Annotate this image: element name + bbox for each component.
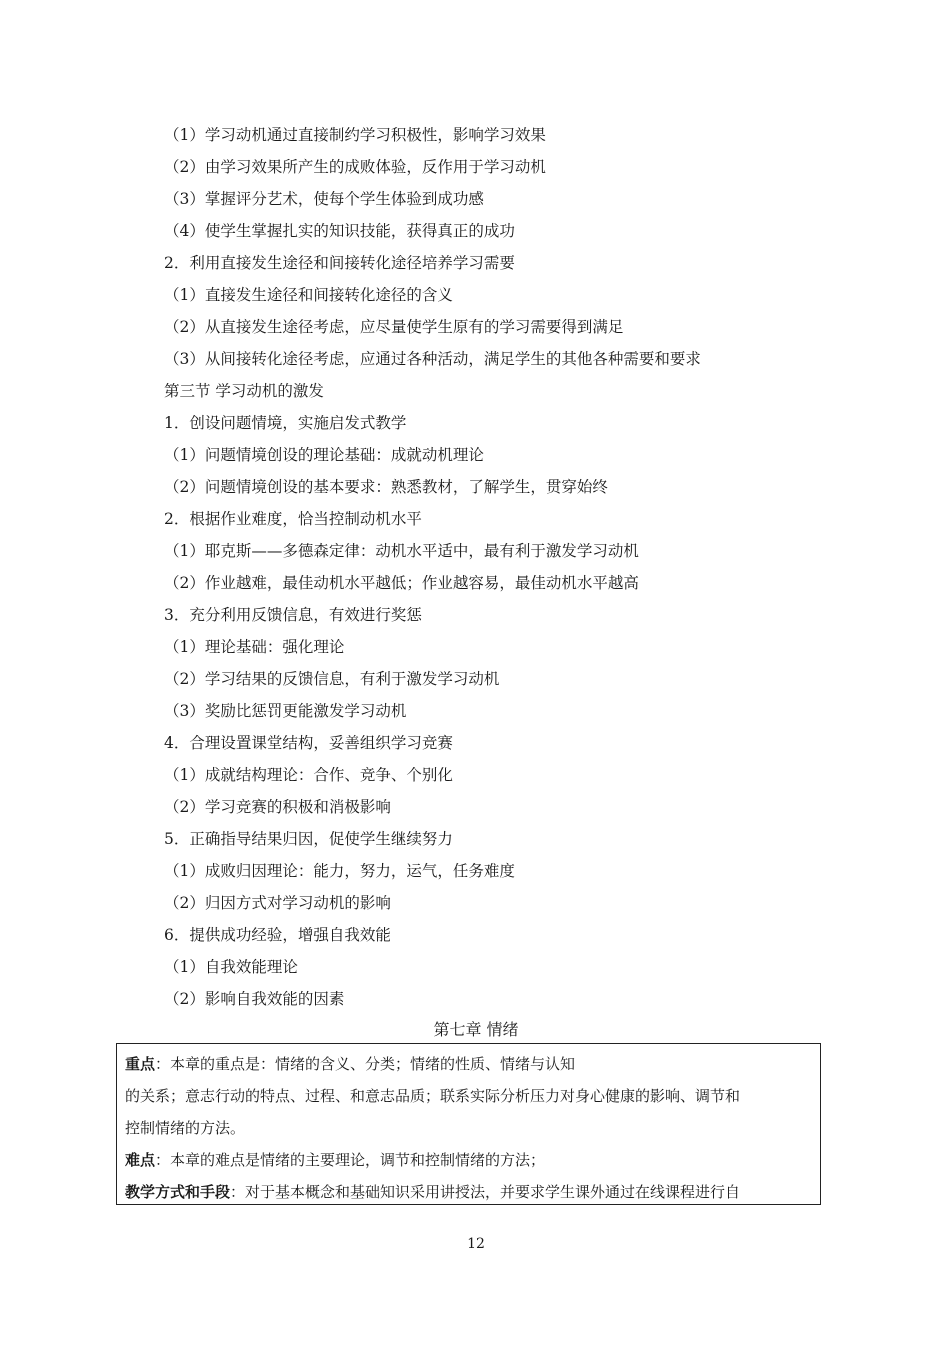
section-heading: 3．充分利用反馈信息，有效进行奖惩 (164, 606, 422, 624)
body-line: （3）从间接转化途径考虑，应通过各种活动，满足学生的其他各种需要和要求 (164, 350, 701, 368)
method-label: 教学方式和手段 (125, 1183, 231, 1201)
body-line: （2）作业越难，最佳动机水平越低；作业越容易，最佳动机水平越高 (164, 574, 639, 592)
body-line: （1）理论基础：强化理论 (164, 638, 345, 656)
body-line: （1）成就结构理论：合作、竞争、个别化 (164, 766, 453, 784)
body-line: （2）影响自我效能的因素 (164, 990, 345, 1008)
body-line: （1）学习动机通过直接制约学习积极性，影响学习效果 (164, 126, 546, 144)
body-line: （2）学习竞赛的积极和消极影响 (164, 798, 391, 816)
body-line: （1）耶克斯——多德森定律：动机水平适中，最有利于激发学习动机 (164, 542, 639, 560)
difficulty-line (125, 1150, 545, 1170)
section-heading: 1．创设问题情境，实施启发式教学 (164, 414, 407, 432)
body-line: （1）问题情境创设的理论基础：成就动机理论 (164, 446, 484, 464)
section-heading: 4．合理设置课堂结构，妥善组织学习竞赛 (164, 734, 453, 752)
method-text: ：对于基本概念和基础知识采用讲授法，并要求学生课外通过在线课程进行自 (230, 1183, 741, 1201)
body-line: （2）由学习效果所产生的成败体验，反作用于学习动机 (164, 158, 546, 176)
key-points-line: 的关系；意志行动的特点、过程、和意志品质；联系实际分析压力对身心健康的影响、调节和 (125, 1087, 741, 1105)
method-line (125, 1182, 740, 1202)
body-line: （1）成败归因理论：能力，努力，运气，任务难度 (164, 862, 515, 880)
section-heading: 6．提供成功经验，增强自我效能 (164, 926, 391, 944)
key-points-label: 重点 (125, 1055, 156, 1073)
key-points-line (125, 1054, 575, 1074)
body-line: （2）归因方式对学习动机的影响 (164, 894, 391, 912)
body-line: （1）直接发生途径和间接转化途径的含义 (164, 286, 453, 304)
key-points-text: ：本章的重点是：情绪的含义、分类；情绪的性质、情绪与认知 (155, 1055, 576, 1073)
body-line: （3）奖励比惩罚更能激发学习动机 (164, 702, 407, 720)
body-line: （3）掌握评分艺术，使每个学生体验到成功感 (164, 190, 484, 208)
difficulty-text: ：本章的难点是情绪的主要理论，调节和控制情绪的方法； (155, 1151, 546, 1169)
chapter-summary-box (116, 1043, 821, 1205)
chapter-title: 第七章 情绪 (433, 1020, 519, 1039)
section-heading: 2．根据作业难度，恰当控制动机水平 (164, 510, 422, 528)
page-number: 12 (467, 1236, 485, 1252)
body-line: （1）自我效能理论 (164, 958, 298, 976)
section-heading: 5．正确指导结果归因，促使学生继续努力 (164, 830, 453, 848)
body-line: （4）使学生掌握扎实的知识技能，获得真正的成功 (164, 222, 515, 240)
difficulty-label: 难点 (125, 1151, 156, 1169)
body-line: （2）学习结果的反馈信息，有利于激发学习动机 (164, 670, 500, 688)
subsection-title: 第三节 学习动机的激发 (164, 382, 324, 400)
body-line: （2）从直接发生途径考虑，应尽量使学生原有的学习需要得到满足 (164, 318, 624, 336)
section-heading: 2．利用直接发生途径和间接转化途径培养学习需要 (164, 254, 515, 272)
key-points-line: 控制情绪的方法。 (125, 1119, 246, 1137)
body-line: （2）问题情境创设的基本要求：熟悉教材，了解学生，贯穿始终 (164, 478, 608, 496)
